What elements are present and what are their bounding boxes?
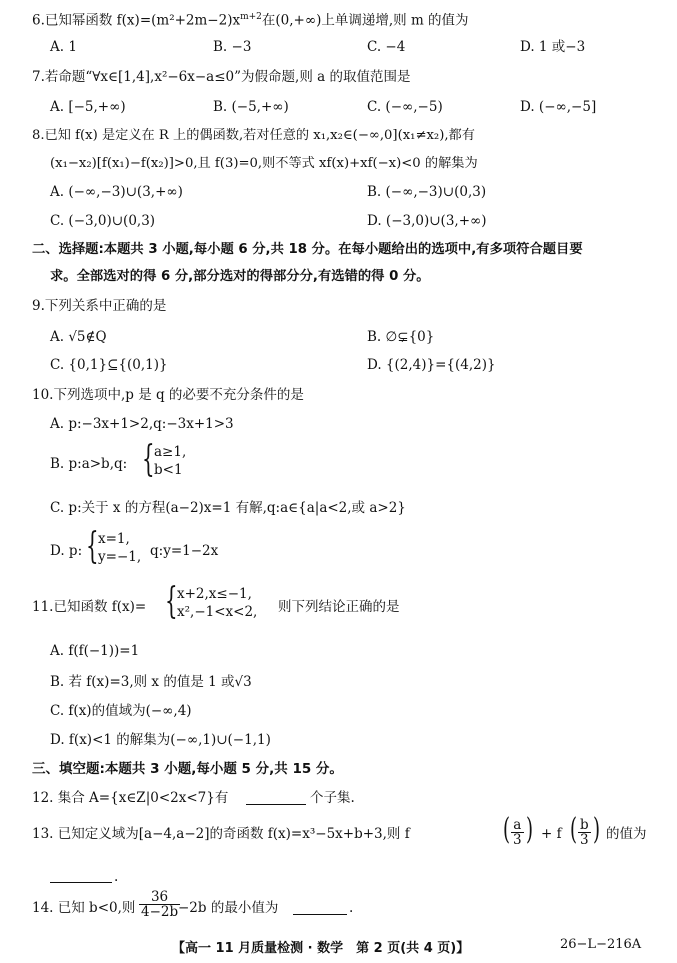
q12-stem-prefix: 12. 集合 A={x∈Z|0<2x<7}有 <box>32 790 229 806</box>
q6-option-c: C. −4 <box>367 39 406 55</box>
left-brace-icon: { <box>142 439 155 480</box>
q13-answer-blank[interactable] <box>50 868 112 883</box>
q10-stem: 10.下列选项中,p 是 q 的必要不充分条件的是 <box>32 387 304 403</box>
left-brace-icon: { <box>165 581 178 622</box>
q14-stem-mid: −2b 的最小值为 <box>178 900 279 916</box>
q14-stem-prefix: 14. 已知 b<0,则 <box>32 900 136 916</box>
q10-option-c: C. p:关于 x 的方程(a−2)x=1 有解,q:a∈{a|a<2,或 a>2} <box>50 500 406 516</box>
left-brace-icon: { <box>86 526 99 567</box>
q7-option-d: D. (−∞,−5] <box>520 99 597 115</box>
q13-fraction-b-num: b <box>580 817 589 833</box>
q13-stem-mid: + f <box>541 826 562 842</box>
q14-fraction-den: 4−2b <box>141 904 179 920</box>
q13-paren-close-1: ) <box>526 812 534 847</box>
q13-fraction-a-den: 3 <box>513 832 522 848</box>
q6-option-b: B. −3 <box>213 39 252 55</box>
q8-option-b: B. (−∞,−3)∪(0,3) <box>367 184 487 200</box>
q14-stem-end: . <box>349 900 354 916</box>
q10-b-row2: b<1 <box>154 462 183 478</box>
q8-option-a: A. (−∞,−3)∪(3,+∞) <box>50 184 183 200</box>
q13-fraction-b-den: 3 <box>580 832 589 848</box>
q14-fraction <box>139 890 180 919</box>
q12-answer-blank[interactable] <box>246 790 306 805</box>
q10-d-row1: x=1, <box>98 531 130 547</box>
q9-option-c: C. {0,1}⊆{(0,1)} <box>50 357 168 373</box>
q8-stem-line2: (x₁−x₂)[f(x₁)−f(x₂)]>0,且 f(3)=0,则不等式 xf(x)+xf(−x)<0 的解集为 <box>50 156 478 171</box>
section3-heading: 三、填空题:本题共 3 小题,每小题 5 分,共 15 分。 <box>32 761 343 777</box>
page-footer-code: 26−L−216A <box>560 937 642 952</box>
q14-fraction-num: 36 <box>139 890 180 905</box>
q12-stem-suffix: 个子集. <box>310 790 355 806</box>
q10-d-row2: y=−1, <box>98 549 142 565</box>
q13-paren-close-2: ) <box>593 812 601 847</box>
q6-stem-text-2: 在(0,+∞)上单调递增,则 m 的值为 <box>261 12 469 29</box>
section2-heading-line1: 二、选择题:本题共 3 小题,每小题 6 分,共 18 分。在每小题给出的选项中,有多项符合题目要 <box>32 242 583 257</box>
q9-option-d: D. {(2,4)}={(4,2)} <box>367 357 496 373</box>
q11-option-d: D. f(x)<1 的解集为(−∞,1)∪(−1,1) <box>50 732 271 748</box>
q14-answer-blank[interactable] <box>293 900 347 915</box>
q6-option-a: A. 1 <box>50 39 77 55</box>
page-footer-title: 【高一 11 月质量检测 · 数学 第 2 页(共 4 页)】 <box>172 941 470 956</box>
q11-piece1: x+2,x≤−1, <box>177 586 252 602</box>
q11-stem-prefix: 11.已知函数 f(x)= <box>32 599 147 615</box>
q10-option-b-prefix: B. p:a>b,q: <box>50 456 128 472</box>
q9-option-a: A. √5∉Q <box>50 329 107 345</box>
q13-fraction-a-num: a <box>511 818 524 833</box>
q13-fraction-b <box>578 818 591 847</box>
q6-option-d: D. 1 或−3 <box>520 39 586 55</box>
q7-option-b: B. (−5,+∞) <box>213 99 289 115</box>
q13-stem-prefix: 13. 已知定义域为[a−4,a−2]的奇函数 f(x)=x³−5x+b+3,则 f <box>32 826 410 842</box>
q11-option-b: B. 若 f(x)=3,则 x 的值是 1 或√3 <box>50 674 252 690</box>
q6-stem <box>32 8 469 30</box>
q10-option-d-suffix: q:y=1−2x <box>150 543 219 559</box>
q6-stem-text: 6.已知幂函数 f(x)=(m²+2m−2)x <box>32 12 241 29</box>
q7-stem: 7.若命题“∀x∈[1,4],x²−6x−a≤0”为假命题,则 a 的取值范围是 <box>32 69 411 85</box>
q13-fraction-a <box>511 818 524 847</box>
q8-option-d: D. (−3,0)∪(3,+∞) <box>367 213 487 229</box>
q13-paren-open-1: ( <box>503 812 511 847</box>
q10-option-a: A. p:−3x+1>2,q:−3x+1>3 <box>50 416 234 432</box>
q13-stem-end: . <box>114 869 119 885</box>
q9-stem: 9.下列关系中正确的是 <box>32 298 167 314</box>
q6-exponent: m+2 <box>240 12 262 22</box>
section2-heading-line2: 求。全部选对的得 6 分,部分选对的得部分分,有选错的得 0 分。 <box>50 269 430 284</box>
q9-option-b: B. ∅⊊{0} <box>367 329 435 345</box>
q8-option-c: C. (−3,0)∪(0,3) <box>50 213 156 229</box>
q8-stem-line1: 8.已知 f(x) 是定义在 R 上的偶函数,若对任意的 x₁,x₂∈(−∞,0](x₁≠x₂),都有 <box>32 128 475 143</box>
q11-option-c: C. f(x)的值域为(−∞,4) <box>50 703 192 719</box>
q7-option-c: C. (−∞,−5) <box>367 99 443 115</box>
q11-stem-suffix: 则下列结论正确的是 <box>278 599 400 615</box>
q7-option-a: A. [−5,+∞) <box>50 99 126 115</box>
q10-b-row1: a≥1, <box>154 444 187 460</box>
q10-option-d-prefix: D. p: <box>50 543 83 559</box>
q13-paren-open-2: ( <box>570 812 578 847</box>
q13-stem-suffix: 的值为 <box>606 826 647 842</box>
q11-piece2: x²,−1<x<2, <box>177 604 258 620</box>
q11-option-a: A. f(f(−1))=1 <box>50 643 140 659</box>
